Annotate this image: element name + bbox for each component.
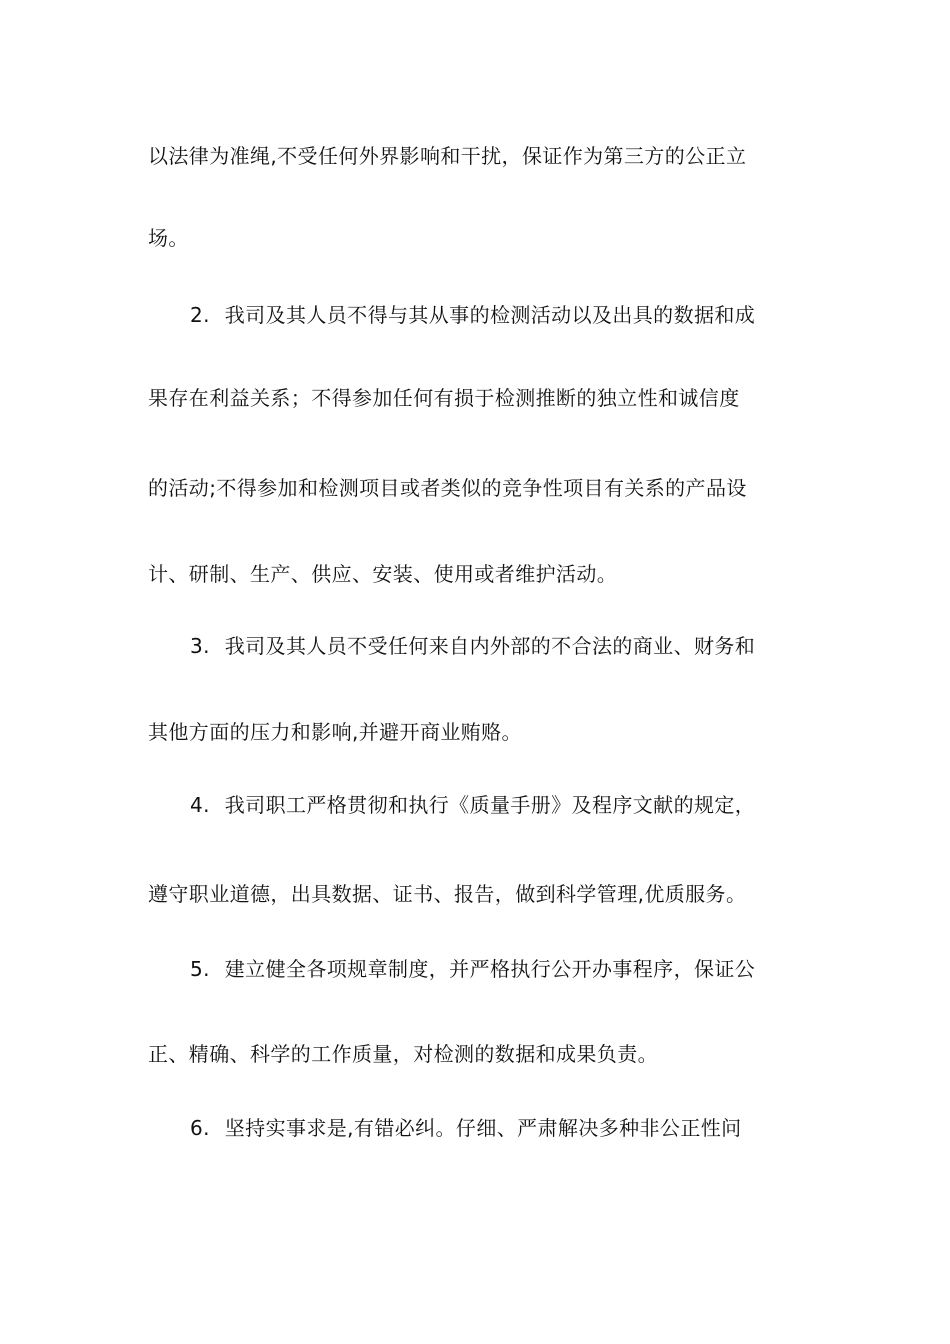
text: 坚持实事求是,有错必纠。仔细、严肃解决多种非公正性问 (224, 1116, 742, 1140)
text: 我司及其人员不受任何来自内外部的不合法的商业、财务和 (224, 634, 756, 658)
text: 正、精确、科学的工作质量，对检测的数据和成果负责。 (148, 1042, 658, 1066)
text: 其他方面的压力和影响,并避开商业贿赂。 (148, 720, 522, 744)
item-number: 4. (190, 793, 210, 817)
text: 建立健全各项规章制度，并严格执行公开办事程序，保证公 (224, 957, 756, 981)
text: 的活动;不得参加和检测项目或者类似的竞争性项目有关系的产品设 (148, 476, 747, 500)
paragraph-1-line-2 (148, 224, 808, 252)
item-number: 6. (190, 1116, 210, 1140)
text: 以法律为准绳,不受任何外界影响和干扰，保证作为第三方的公正立 (148, 144, 747, 168)
item-2-line-1 (190, 301, 808, 329)
item-number: 2. (190, 303, 210, 327)
paragraph-1-line-1 (148, 142, 808, 170)
item-2-line-4 (148, 560, 808, 588)
item-number: 5. (190, 957, 210, 981)
item-3-line-2 (148, 718, 808, 746)
item-2-line-2 (148, 384, 808, 412)
item-5-line-2 (148, 1040, 808, 1068)
text: 计、研制、生产、供应、安装、使用或者维护活动。 (148, 562, 618, 586)
text: 我司职工严格贯彻和执行《质量手册》及程序文献的规定， (224, 793, 756, 817)
item-6-line-1 (190, 1114, 808, 1142)
text: 果存在利益关系；不得参加任何有损于检测推断的独立性和诚信度 (148, 386, 740, 410)
text: 遵守职业道德，出具数据、证书、报告，做到科学管理,优质服务。 (148, 882, 747, 906)
item-4-line-1 (190, 791, 808, 819)
item-number: 3. (190, 634, 210, 658)
item-3-line-1 (190, 632, 808, 660)
text: 场。 (148, 226, 189, 250)
item-5-line-1 (190, 955, 808, 983)
item-2-line-3 (148, 474, 808, 502)
item-4-line-2 (148, 880, 808, 908)
text: 我司及其人员不得与其从事的检测活动以及出具的数据和成 (224, 303, 756, 327)
